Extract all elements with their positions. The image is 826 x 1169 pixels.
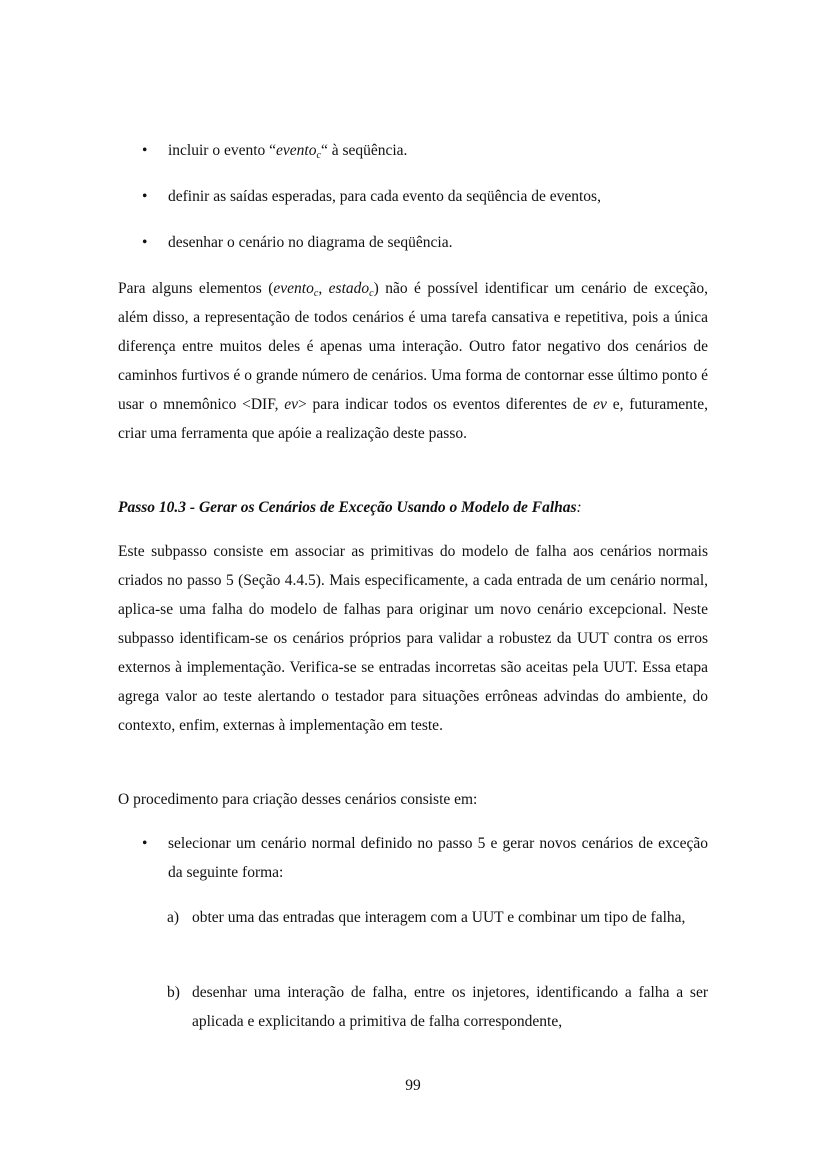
bullet-dot: • [142,234,148,251]
bullet-text: definir as saídas esperadas, para cada evento da seqüência de eventos, [168,188,601,205]
sub-item-a [167,903,708,932]
sub-item-marker: b) [167,984,180,1001]
page-number: 99 [405,1077,421,1094]
paragraph-fault-model: Este subpasso consiste em associar as primitivas do modelo de falha aos cenários normais criados no passo 5 (Seção 4.4.5). Mais especificamente, a cada entrada de um cenário normal, aplica-se uma falha do modelo de falhas para originar um novo cenário excepcional. Neste subpasso identificam-se os cenários próprios para validar a robustez da UUT contra os erros externos à implementação. Verifica-se se entradas incorretas são aceitas pela UUT. Essa etapa agrega valor ao teste alertando o testador para situações errôneas advindas do ambiente, do contexto, enfim, externas à implementação em teste. [118,543,708,734]
bullet-item-include-event [142,136,708,165]
paragraph-procedure-intro: O procedimento para criação desses cenários consiste em: [118,791,478,808]
bullet-item-select-scenario [142,829,708,887]
bullet-item-define-outputs [142,182,708,211]
bullet-dot: • [142,142,148,159]
sub-item-text: obter uma das entradas que interagem com a UUT e combinar um tipo de falha, [192,909,686,926]
sub-item-marker: a) [167,909,180,926]
bullet-dot: • [142,835,148,852]
bullet-text: selecionar um cenário normal definido no passo 5 e gerar novos cenários de exceção da seguinte forma: [168,835,708,881]
paragraph-exception-elements: Para alguns elementos (evento$_c$, estado$_c$) não é possível identificar um cenário de exceção, além disso, a representação de todos cenários é uma tarefa cansativa e repetitiva, pois a única diferença entre muitos deles é apenas uma interação. Outro fator negativo dos cenários de caminhos furtivos é o grande número de cenários. Uma forma de contornar esse último ponto é usar o mnemônico <DIF, ev> para indicar todos os eventos diferentes de ev e, futuramente, criar uma ferramenta que apóie a realização deste passo. [118,280,709,442]
bullet-text: incluir o evento “evento$_c$“ à seqüência. [168,142,408,161]
section-heading: Passo 10.3 - Gerar os Cenários de Exceção Usando o Modelo de Falhas: [118,499,582,516]
sub-item-text: desenhar uma interação de falha, entre os injetores, identificando a falha a ser aplicada e explicitando a primitiva de falha correspondente, [192,984,708,1030]
bullet-text: desenhar o cenário no diagrama de seqüência. [168,234,453,251]
sub-item-b [167,978,708,1036]
bullet-item-draw-scenario [142,228,708,257]
bullet-dot: • [142,188,148,205]
